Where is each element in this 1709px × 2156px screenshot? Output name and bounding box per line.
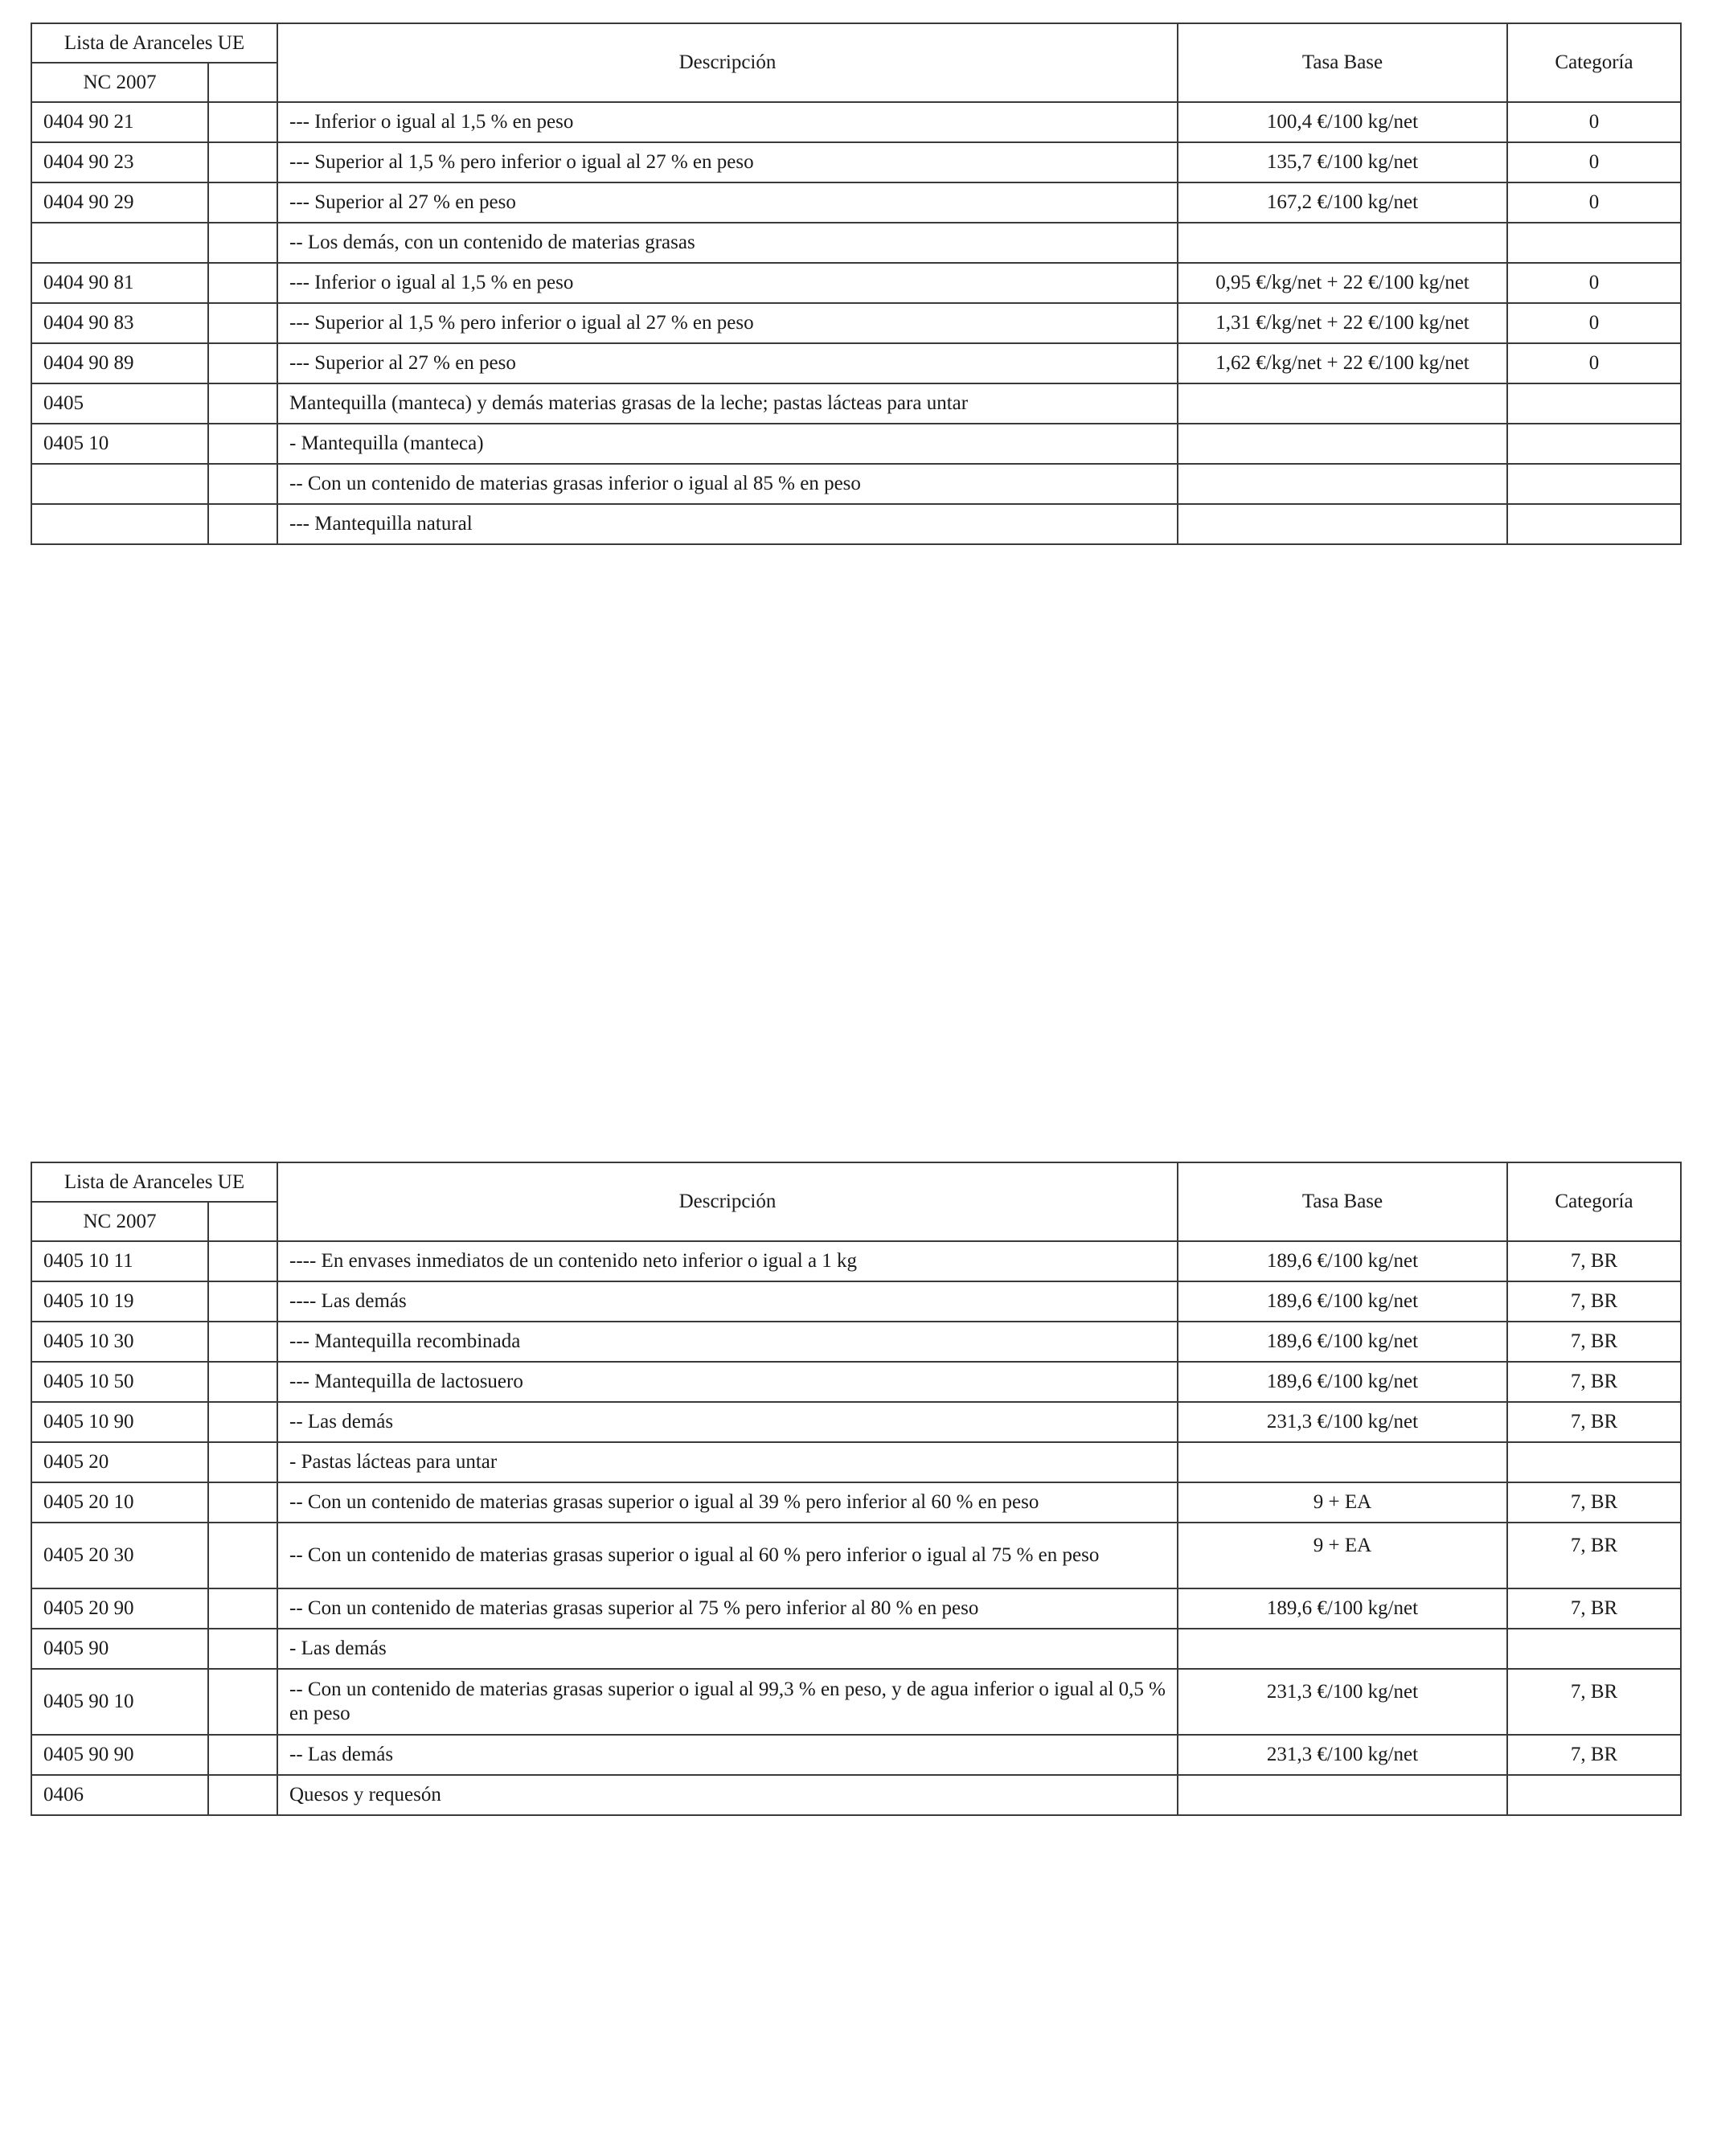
category-cell: 0 [1507,343,1681,383]
tariff-table-1 [31,23,1682,545]
category-cell: 0 [1507,102,1681,142]
description-cell: --- Inferior o igual al 1,5 % en peso [277,102,1178,142]
category-cell: 0 [1507,263,1681,303]
tariff-code: 0404 90 81 [31,263,208,303]
blank-cell [208,1669,277,1735]
description-cell: -- Con un contenido de materias grasas inferior o igual al 85 % en peso [277,464,1178,504]
table-row [31,1629,1681,1669]
category-cell: 0 [1507,182,1681,223]
base-rate-cell: 189,6 €/100 kg/net [1178,1281,1507,1322]
header-category: Categoría [1507,1162,1681,1241]
base-rate-cell: 189,6 €/100 kg/net [1178,1362,1507,1402]
blank-cell [208,263,277,303]
description-cell: -- Con un contenido de materias grasas superior o igual al 60 % pero inferior o igual al 75 % en peso [277,1523,1178,1588]
table-row [31,1322,1681,1362]
blank-cell [208,1241,277,1281]
header-blank [208,63,277,102]
table-row [31,223,1681,263]
table-row [31,424,1681,464]
header-blank [208,1202,277,1241]
category-cell: 7, BR [1507,1482,1681,1523]
description-cell: --- Mantequilla natural [277,504,1178,544]
tariff-code [31,223,208,263]
description-cell: ---- En envases inmediatos de un contenido neto inferior o igual a 1 kg [277,1241,1178,1281]
tariff-code: 0405 90 [31,1629,208,1669]
category-cell: 7, BR [1507,1241,1681,1281]
base-rate-cell: 189,6 €/100 kg/net [1178,1588,1507,1629]
category-cell [1507,1629,1681,1669]
tariff-code: 0405 10 11 [31,1241,208,1281]
header-list-label: Lista de Aranceles UE [31,23,277,63]
table-row [31,504,1681,544]
blank-cell [208,1735,277,1775]
tariff-code: 0404 90 23 [31,142,208,182]
blank-cell [208,1281,277,1322]
tariff-code: 0405 10 50 [31,1362,208,1402]
category-cell [1507,424,1681,464]
description-cell: - Mantequilla (manteca) [277,424,1178,464]
table-row [31,1402,1681,1442]
base-rate-cell [1178,223,1507,263]
header-description: Descripción [277,1162,1178,1241]
table-row [31,1442,1681,1482]
description-cell: -- Los demás, con un contenido de materias grasas [277,223,1178,263]
base-rate-cell: 1,62 €/kg/net + 22 €/100 kg/net [1178,343,1507,383]
tariff-code [31,464,208,504]
category-cell: 7, BR [1507,1523,1681,1588]
header-base-rate: Tasa Base [1178,23,1507,102]
table-row [31,1482,1681,1523]
tariff-code: 0405 10 [31,424,208,464]
table-row [31,1241,1681,1281]
base-rate-cell: 231,3 €/100 kg/net [1178,1402,1507,1442]
base-rate-cell: 0,95 €/kg/net + 22 €/100 kg/net [1178,263,1507,303]
base-rate-cell [1178,1442,1507,1482]
table-row [31,1588,1681,1629]
blank-cell [208,1442,277,1482]
description-cell: -- Con un contenido de materias grasas superior o igual al 99,3 % en peso, y de agua inferior o igual al 0,5 % en peso [277,1669,1178,1735]
table-row [31,1281,1681,1322]
base-rate-cell: 231,3 €/100 kg/net [1178,1669,1507,1735]
base-rate-cell: 100,4 €/100 kg/net [1178,102,1507,142]
blank-cell [208,1482,277,1523]
blank-cell [208,182,277,223]
table-row [31,1362,1681,1402]
category-cell [1507,1775,1681,1815]
table-row [31,102,1681,142]
description-cell: -- Con un contenido de materias grasas superior al 75 % pero inferior al 80 % en peso [277,1588,1178,1629]
table-row [31,464,1681,504]
blank-cell [208,102,277,142]
table-row [31,383,1681,424]
blank-cell [208,464,277,504]
description-cell: -- Las demás [277,1402,1178,1442]
description-cell: --- Mantequilla recombinada [277,1322,1178,1362]
blank-cell [208,1402,277,1442]
blank-cell [208,142,277,182]
category-cell: 7, BR [1507,1362,1681,1402]
category-cell [1507,504,1681,544]
description-cell: - Pastas lácteas para untar [277,1442,1178,1482]
header-description: Descripción [277,23,1178,102]
tariff-code: 0405 10 90 [31,1402,208,1442]
category-cell: 7, BR [1507,1669,1681,1735]
category-cell: 7, BR [1507,1281,1681,1322]
table-row [31,182,1681,223]
base-rate-cell [1178,504,1507,544]
table-2-body [31,1241,1681,1815]
blank-cell [208,424,277,464]
tariff-code: 0404 90 89 [31,343,208,383]
description-cell: --- Superior al 27 % en peso [277,343,1178,383]
description-cell: --- Superior al 1,5 % pero inferior o igual al 27 % en peso [277,142,1178,182]
table-1-body [31,102,1681,544]
description-cell: --- Inferior o igual al 1,5 % en peso [277,263,1178,303]
table-row [31,343,1681,383]
category-cell: 0 [1507,303,1681,343]
base-rate-cell [1178,383,1507,424]
tariff-code: 0405 [31,383,208,424]
blank-cell [208,303,277,343]
category-cell: 7, BR [1507,1735,1681,1775]
tariff-code: 0405 20 [31,1442,208,1482]
tariff-code: 0404 90 21 [31,102,208,142]
blank-cell [208,223,277,263]
tariff-code: 0405 20 90 [31,1588,208,1629]
description-cell: ---- Las demás [277,1281,1178,1322]
description-cell: --- Superior al 27 % en peso [277,182,1178,223]
header-nc-label: NC 2007 [31,63,208,102]
table-row [31,1735,1681,1775]
category-cell: 7, BR [1507,1322,1681,1362]
category-cell: 7, BR [1507,1588,1681,1629]
tariff-code: 0405 10 30 [31,1322,208,1362]
tariff-table-2 [31,1162,1682,1816]
category-cell [1507,383,1681,424]
base-rate-cell: 189,6 €/100 kg/net [1178,1241,1507,1281]
blank-cell [208,1322,277,1362]
blank-cell [208,1523,277,1588]
tariff-code: 0405 20 10 [31,1482,208,1523]
header-list-label: Lista de Aranceles UE [31,1162,277,1202]
category-cell [1507,464,1681,504]
base-rate-cell: 189,6 €/100 kg/net [1178,1322,1507,1362]
tariff-code: 0404 90 83 [31,303,208,343]
base-rate-cell [1178,424,1507,464]
blank-cell [208,1775,277,1815]
tariff-code: 0406 [31,1775,208,1815]
base-rate-cell: 231,3 €/100 kg/net [1178,1735,1507,1775]
category-cell: 7, BR [1507,1402,1681,1442]
base-rate-cell [1178,1629,1507,1669]
category-cell: 0 [1507,142,1681,182]
table-row [31,303,1681,343]
category-cell [1507,223,1681,263]
description-cell: Quesos y requesón [277,1775,1178,1815]
blank-cell [208,504,277,544]
blank-cell [208,343,277,383]
table-row [31,263,1681,303]
blank-cell [208,1588,277,1629]
tariff-code [31,504,208,544]
description-cell: Mantequilla (manteca) y demás materias grasas de la leche; pastas lácteas para untar [277,383,1178,424]
description-cell: --- Superior al 1,5 % pero inferior o igual al 27 % en peso [277,303,1178,343]
description-cell: - Las demás [277,1629,1178,1669]
base-rate-cell: 135,7 €/100 kg/net [1178,142,1507,182]
table-row [31,1775,1681,1815]
header-base-rate: Tasa Base [1178,1162,1507,1241]
header-nc-label: NC 2007 [31,1202,208,1241]
base-rate-cell: 9 + EA [1178,1523,1507,1588]
base-rate-cell [1178,1775,1507,1815]
blank-cell [208,1362,277,1402]
table-row [31,1523,1681,1588]
description-cell: --- Mantequilla de lactosuero [277,1362,1178,1402]
base-rate-cell: 9 + EA [1178,1482,1507,1523]
tariff-code: 0405 10 19 [31,1281,208,1322]
base-rate-cell: 1,31 €/kg/net + 22 €/100 kg/net [1178,303,1507,343]
base-rate-cell: 167,2 €/100 kg/net [1178,182,1507,223]
base-rate-cell [1178,464,1507,504]
tariff-code: 0405 90 10 [31,1669,208,1735]
description-cell: -- Con un contenido de materias grasas superior o igual al 39 % pero inferior al 60 % en peso [277,1482,1178,1523]
tariff-code: 0405 20 30 [31,1523,208,1588]
header-category: Categoría [1507,23,1681,102]
blank-cell [208,1629,277,1669]
table-row [31,1669,1681,1735]
tariff-code: 0405 90 90 [31,1735,208,1775]
blank-cell [208,383,277,424]
category-cell [1507,1442,1681,1482]
table-row [31,142,1681,182]
description-cell: -- Las demás [277,1735,1178,1775]
tariff-code: 0404 90 29 [31,182,208,223]
